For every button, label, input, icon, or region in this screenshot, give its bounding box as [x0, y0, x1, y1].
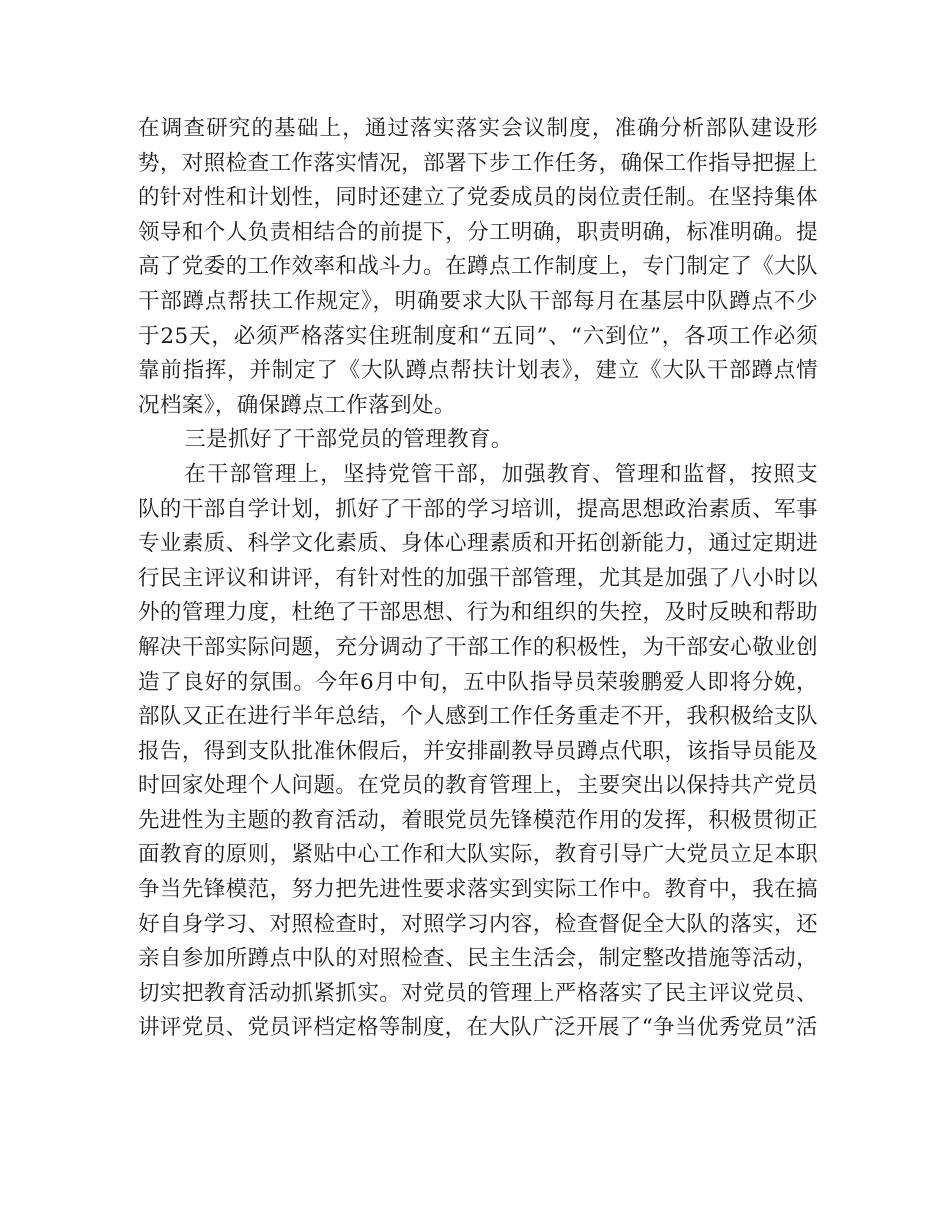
document-body	[138, 112, 818, 1046]
paragraph-continuation: 在调查研究的基础上，通过落实落实会议制度，准确分析部队建设形势，对照检查工作落实情况，部署下步工作任务，确保工作指导把握上的针对性和计划性，同时还建立了党委成员的岗位责任制。在坚持集体领导和个人负责相结合的前提下，分工明确，职责明确，标准明确。提高了党委的工作效率和战斗力。在蹲点工作制度上，专门制定了《大队干部蹲点帮扶工作规定》，明确要求大队干部每月在基层中队蹲点不少于25天，必须严格落实住班制度和“五同”、“六到位”，各项工作必须靠前指挥，并制定了《大队蹲点帮扶计划表》，建立《大队干部蹲点情况档案》，确保蹲点工作落到处。	[138, 116, 818, 418]
paragraph-section-heading: 三是抓好了干部党员的管理教育。	[184, 427, 513, 453]
paragraph-cadre-management: 在干部管理上，坚持党管干部，加强教育、管理和监督，按照支队的干部自学计划，抓好了干部的学习培训，提高思想政治素质、军事专业素质、科学文化素质、身体心理素质和开拓创新能力，通过定期进行民主评议和讲评，有针对性的加强干部管理，尤其是加强了八小时以外的管理力度，杜绝了干部思想、行为和组织的失控，及时反映和帮助解决干部实际问题，充分调动了干部工作的积极性，为干部安心敬业创造了良好的氛围。今年6月中旬，五中队指导员荣骏鹏爱人即将分娩，部队又正在进行半年总结，个人感到工作任务重走不开，我积极给支队报告，得到支队批准休假后，并安排副教导员蹲点代职，该指导员能及时回家处理个人问题。在党员的教育管理上，主要突出以保持共产党员先进性为主题的教育活动，着眼党员先锋模范作用的发挥，积极贯彻正面教育的原则，紧贴中心工作和大队实际，教育引导广大党员立足本职争当先锋模范，努力把先进性要求落实到实际工作中。教育中，我在搞好自身学习、对照检查时，对照学习内容，检查督促全大队的落实，还亲自参加所蹲点中队的对照检查、民主生活会，制定整改措施等活动，切实把教育活动抓紧抓实。对党员的管理上严格落实了民主评议党员、讲评党员、党员评档定格等制度，在大队广泛开展了“争当优秀党员”活	[138, 461, 818, 1041]
